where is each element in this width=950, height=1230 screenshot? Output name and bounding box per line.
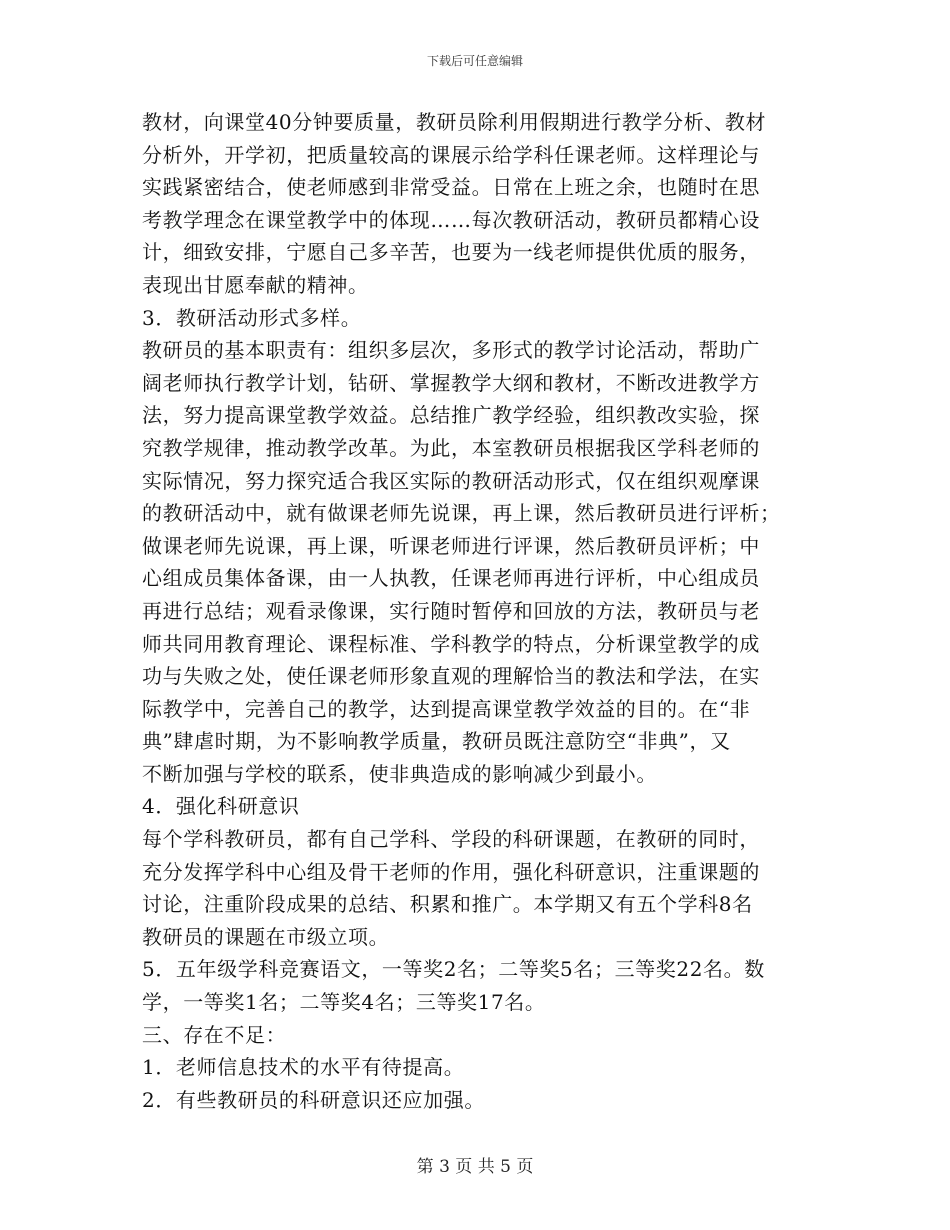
- text-line: 分析外，开学初，把质量较高的课展示给学科任课老师。这样理论与: [142, 142, 760, 167]
- document-body: [142, 106, 814, 1116]
- text-line: 教研员的课题在市级立项。: [142, 924, 390, 949]
- text-line: 教研员的基本职责有：组织多层次，多形式的教学讨论活动，帮助广: [142, 338, 760, 363]
- text-line: 师共同用教育理论、课程标准、学科教学的特点，分析课堂教学的成: [142, 631, 760, 656]
- text-line: 典”肆虐时期，为不影响教学质量，教研员既注意防空“非典”，又: [142, 729, 731, 754]
- text-line: 每个学科教研员，都有自己学科、学段的科研课题，在教研的同时，: [142, 827, 760, 852]
- text-line: 实际情况，努力探究适合我区实际的教研活动形式，仅在组织观摩课: [142, 468, 760, 493]
- text-line: 心组成员集体备课，由一人执教，任课老师再进行评析，中心组成员: [142, 566, 760, 591]
- text-line: 功与失败之处，使任课老师形象直观的理解恰当的教法和学法，在实: [142, 664, 760, 689]
- text-line: 计，细致安排，宁愿自己多辛苦，也要为一线老师提供优质的服务，: [142, 240, 760, 265]
- text-line: 考教学理念在课堂教学中的体现……每次教研活动，教研员都精心设: [142, 207, 760, 232]
- text-line: 法，努力提高课堂教学效益。总结推广教学经验，组织教改实验，探: [142, 403, 760, 428]
- text-line: 1．老师信息技术的水平有待提高。: [142, 1055, 465, 1080]
- text-line: 充分发挥学科中心组及骨干老师的作用，强化科研意识，注重课题的: [142, 859, 760, 884]
- text-line: 教材，向课堂40分钟要质量，教研员除利用假期进行教学分析、教材: [142, 110, 767, 134]
- section-heading: 3．教研活动形式多样。: [142, 305, 362, 330]
- text-line: 讨论，注重阶段成果的总结、积累和推广。本学期又有五个学科8名: [142, 892, 753, 917]
- text-line: 际教学中，完善自己的教学，达到提高课堂教学效益的目的。在“非: [142, 696, 751, 721]
- text-line: 阔老师执行教学计划，钻研、掌握教学大纲和教材，不断改进教学方: [142, 370, 760, 395]
- text-line: 5．五年级学科竞赛语文，一等奖2名；二等奖5名；三等奖22名。数: [142, 957, 765, 982]
- text-line: 不断加强与学校的联系，使非典造成的影响减少到最小。: [142, 761, 657, 786]
- page-footer: 第 3 页 共 5 页: [416, 1157, 534, 1177]
- text-line: 2．有些教研员的科研意识还应加强。: [142, 1087, 485, 1112]
- text-line: 究教学规律，推动教学改革。为此，本室教研员根据我区学科老师的: [142, 435, 760, 460]
- text-line: 实践紧密结合，使老师感到非常受益。日常在上班之余，也随时在思: [142, 175, 760, 200]
- section-heading: 三、存在不足：: [142, 1022, 287, 1047]
- text-line: 表现出甘愿奉献的精神。: [142, 272, 369, 297]
- text-line: 学，一等奖1名；二等奖4名；三等奖17名。: [142, 990, 546, 1015]
- page-header: 下载后可任意编辑: [426, 54, 523, 68]
- text-line: 再进行总结；观看录像课，实行随时暂停和回放的方法，教研员与老: [142, 598, 760, 623]
- text-line: 做课老师先说课，再上课，听课老师进行评课，然后教研员评析；中: [142, 533, 760, 558]
- section-heading: 4．强化科研意识: [142, 794, 300, 819]
- text-line: 的教研活动中，就有做课老师先说课，再上课，然后教研员进行评析；: [142, 501, 781, 526]
